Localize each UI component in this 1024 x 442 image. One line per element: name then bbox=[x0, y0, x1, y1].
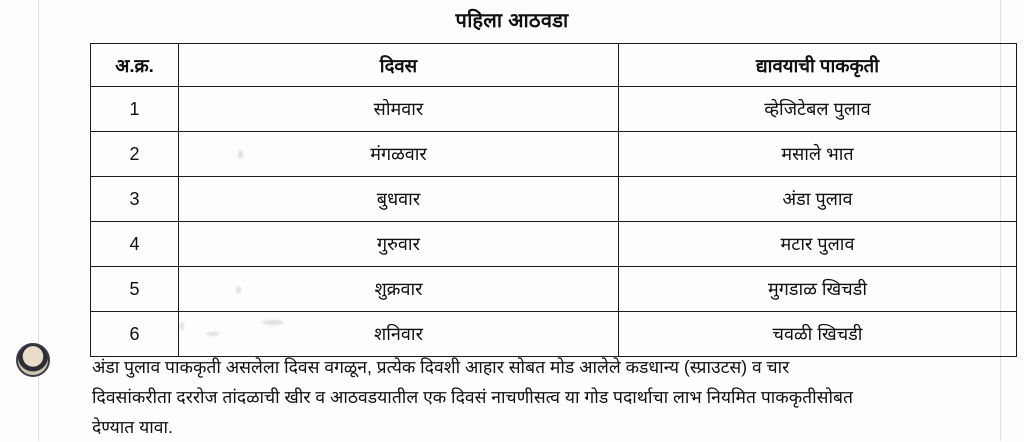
cell-day: सोमवार bbox=[179, 87, 619, 132]
table-row bbox=[91, 222, 1017, 267]
cell-serial: 6 bbox=[91, 312, 179, 357]
table-row bbox=[91, 177, 1017, 222]
footer-note-line-3: देण्यात यावा. bbox=[92, 417, 173, 437]
scan-artifact bbox=[262, 320, 284, 325]
table-row bbox=[91, 132, 1017, 177]
scan-artifact bbox=[236, 286, 241, 294]
footer-note bbox=[92, 352, 1004, 442]
cell-dish: अंडा पुलाव bbox=[619, 177, 1017, 222]
cell-day: शुक्रवार bbox=[179, 267, 619, 312]
cell-day: मंगळवार bbox=[179, 132, 619, 177]
scan-artifact bbox=[180, 322, 184, 330]
cell-dish: चवळी खिचडी bbox=[619, 312, 1017, 357]
cell-dish: मटार पुलाव bbox=[619, 222, 1017, 267]
scan-artifact bbox=[206, 332, 220, 336]
cell-day: शनिवार bbox=[179, 312, 619, 357]
cell-day: बुधवार bbox=[179, 177, 619, 222]
cell-dish: मसाले भात bbox=[619, 132, 1017, 177]
footer-note-line-2: दिवसांकरीता दररोज तांदळाची खीर व आठवडयातील एक दिवसं नाचणीसत्व या गोड पदार्थाचा लाभ नियमित पाककृतीसोबत bbox=[92, 387, 854, 407]
scan-artifact bbox=[238, 150, 243, 159]
cell-dish: व्हेजिटेबल पुलाव bbox=[619, 87, 1017, 132]
table-row bbox=[91, 87, 1017, 132]
page-title: पहिला आठवडा bbox=[455, 10, 569, 32]
cell-serial: 3 bbox=[91, 177, 179, 222]
column-header-dish: द्यावयाची पाककृती bbox=[619, 44, 1017, 87]
cell-serial: 1 bbox=[91, 87, 179, 132]
cell-serial: 5 bbox=[91, 267, 179, 312]
column-header-serial: अ.क्र. bbox=[91, 44, 179, 87]
cell-dish: मुगडाळ खिचडी bbox=[619, 267, 1017, 312]
table-row bbox=[91, 312, 1017, 357]
cell-day: गुरुवार bbox=[179, 222, 619, 267]
footer-note-line-1: अंडा पुलाव पाककृती असलेला दिवस वगळून, प्रत्येक दिवशी आहार सोबत मोड आलेले कडधान्य (स्प्राउटस) व चार bbox=[92, 357, 790, 377]
cell-serial: 4 bbox=[91, 222, 179, 267]
table-row bbox=[91, 267, 1017, 312]
cell-serial: 2 bbox=[91, 132, 179, 177]
round-seal-icon bbox=[16, 343, 50, 377]
weekly-menu-table bbox=[90, 43, 1016, 357]
table-header-row bbox=[91, 44, 1017, 87]
column-header-day: दिवस bbox=[179, 44, 619, 87]
